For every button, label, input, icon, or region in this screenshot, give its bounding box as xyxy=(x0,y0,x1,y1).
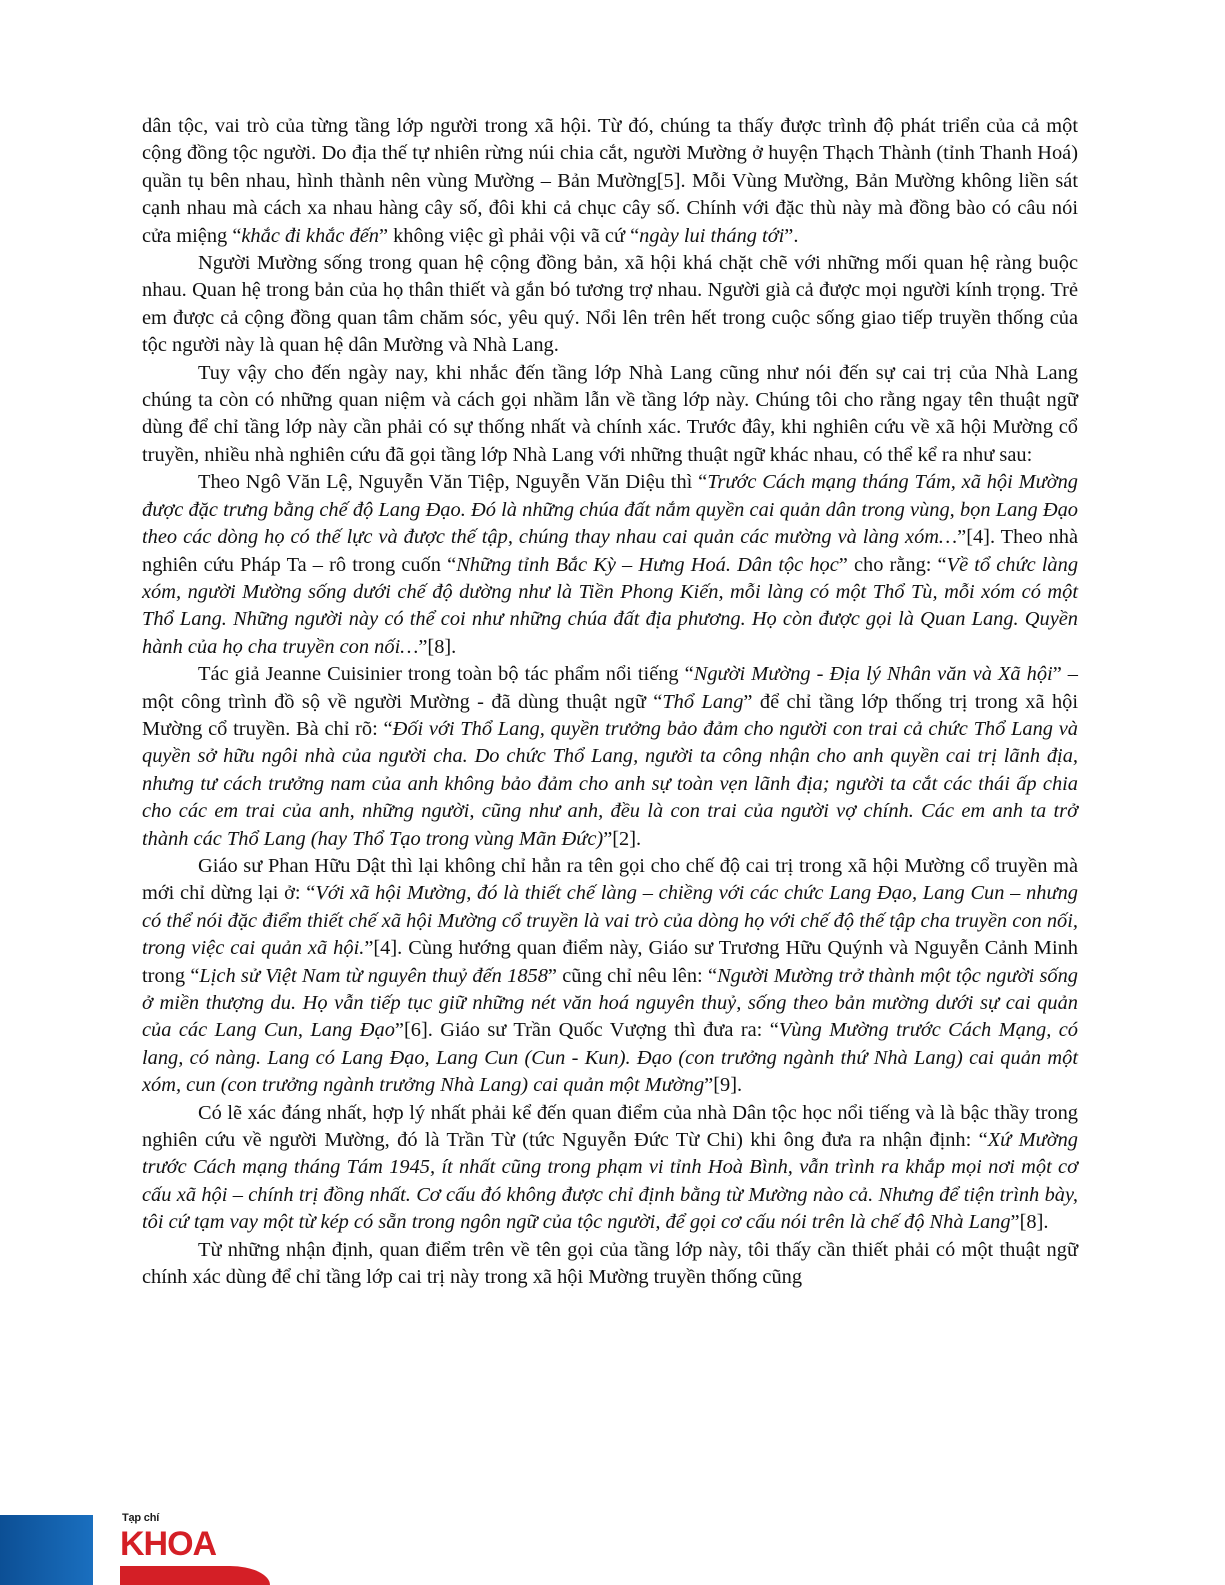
italic-quote: Trước Cách mạng tháng Tám, xã hội Mường được đặc trưng bằng chế độ Lang Đạo. Đó là những chúa đất nắm quyền cai quản dân trong vùng, bọn Lang Đạo theo các dòng họ có thế lực và được thế tập, chúng thay nhau cai quản các mường và làng xóm… xyxy=(142,471,1078,549)
text-run: ” cho rằng: “ xyxy=(838,553,947,576)
paragraph-7 xyxy=(142,1100,1078,1237)
journal-logo xyxy=(120,1512,280,1585)
text-run: ” cũng chỉ nêu lên: “ xyxy=(547,964,718,987)
text-run: ”[8]. xyxy=(418,635,457,658)
paragraph-4 xyxy=(142,469,1078,661)
text-run: ”[6]. Giáo sư Trần Quốc Vượng thì đưa ra: “ xyxy=(394,1019,779,1042)
italic-quote: khắc đi khắc đến xyxy=(241,224,379,247)
text-run: Từ những nhận định, quan điểm trên về tên gọi của tầng lớp này, tôi thấy cần thiết phải có một thuật ngữ chính xác dùng để chỉ tầng lớp cai trị này trong xã hội Mường truyền thống cũng xyxy=(142,1238,1078,1289)
footer-color-bar xyxy=(0,1515,93,1585)
text-run: ” không việc gì phải vội vã cứ “ xyxy=(378,224,640,247)
italic-quote: Thổ Lang xyxy=(662,690,744,713)
italic-quote: Về tổ chức làng xóm, người Mường sống dưới chế độ dường như là Tiền Phong Kiến, mỗi làng có một Thổ Tù, mỗi xóm có một Thổ Lang. Những người này có thể coi như những chúa đất địa phương. Họ còn được gọi là Quan Lang. Quyền hành của họ cha truyền con nối… xyxy=(142,553,1079,658)
text-run: Người Mường sống trong quan hệ cộng đồng bản, xã hội khá chặt chẽ với những mối quan hệ ràng buộc nhau. Quan hệ trong bản của họ thân thiết và gắn bó tương trợ nhau. Người già cả được mọi người kính trọng. Trẻ em được cả cộng đồng quan tâm chăm sóc, yêu quý. Nổi lên trên hết trong cuộc sống giao tiếp truyền thống của tộc người này là quan hệ dân Mường và Nhà Lang. xyxy=(142,252,1078,357)
italic-quote: Người Mường - Địa lý Nhân văn và Xã hội xyxy=(693,663,1053,686)
paragraph-2 xyxy=(142,250,1078,360)
paragraph-6 xyxy=(142,853,1078,1100)
text-run: Giáo sư Phan Hữu Dật thì lại không chỉ hẳn ra tên gọi cho chế độ cai trị trong xã hội Mường cổ truyền mà mới chỉ dừng lại ở: “ xyxy=(142,854,1078,905)
italic-quote: Lịch sử Việt Nam từ nguyên thuỷ đến 1858 xyxy=(199,964,548,987)
italic-quote: Vùng Mường trước Cách Mạng, có lang, có nàng. Lang có Lang Đạo, Lang Cun (Cun - Kun). Đạo (con trưởng ngành thứ Nhà Lang) cai quản một xóm, cun (con trưởng ngành trưởng Nhà Lang) cai quản một Mường xyxy=(142,1019,1078,1097)
italic-quote: Những tỉnh Bắc Kỳ – Hưng Hoá. Dân tộc học xyxy=(456,553,839,576)
text-run: Tác giả Jeanne Cuisinier trong toàn bộ tác phẩm nổi tiếng “ xyxy=(198,663,694,686)
text-run: ”. xyxy=(784,224,799,247)
text-run: ”[2]. xyxy=(603,827,642,850)
text-run: Có lẽ xác đáng nhất, hợp lý nhất phải kể đến quan điểm của nhà Dân tộc học nổi tiếng và là bậc thầy trong nghiên cứu về người Mường, đó là Trần Từ (tức Nguyễn Đức Từ Chi) khi ông đưa ra nhận định: “ xyxy=(142,1101,1078,1152)
text-run: ” để chỉ tầng lớp thống trị trong xã hội Mường cổ truyền. Bà chỉ rõ: “ xyxy=(142,690,1079,740)
paragraph-5 xyxy=(142,661,1078,853)
logo-swoosh-icon xyxy=(120,1566,270,1585)
italic-quote: Đối với Thổ Lang, quyền trưởng bảo đảm cho người con trai cả chức Thổ Lang và quyền sở hữu ngôi nhà của người cha. Do chức Thổ Lang, người ta công nhận cho anh quyền cai trị lãnh địa, nhưng tư cách trưởng nam của anh không bảo đảm cho anh sự toàn vẹn lãnh địa; người ta cắt các thái ấp chia cho các em trai của anh, những người, cũng như anh, đều là con trai của người vợ chính. Các em anh ta trở thành các Thổ Lang (hay Thổ Tạo trong vùng Mãn Đức) xyxy=(142,717,1078,850)
article-body xyxy=(142,113,1078,1291)
text-run: ”[4]. Theo nhà nghiên cứu Pháp Ta – rô trong cuốn “ xyxy=(142,526,1078,576)
text-run: Theo Ngô Văn Lệ, Nguyễn Văn Tiệp, Nguyễn Văn Diệu thì “ xyxy=(198,471,708,494)
text-run: ”[4]. Cùng hướng quan điểm này, Giáo sư Trương Hữu Quýnh và Nguyễn Cảnh Minh trong “ xyxy=(142,937,1078,987)
logo-small-text: Tạp chí xyxy=(122,1512,160,1524)
italic-quote: Người Mường trở thành một tộc người sống ở miền thượng du. Họ vẫn tiếp tục giữ những nét văn hoá nguyên thuỷ, sống theo bản mường dưới sự cai quản của các Lang Cun, Lang Đạo xyxy=(142,964,1078,1042)
paragraph-8 xyxy=(142,1237,1078,1292)
text-run: ”[9]. xyxy=(704,1074,743,1097)
italic-quote: Với xã hội Mường, đó là thiết chế làng – chiềng với các chức Lang Đạo, Lang Cun – nhưng có thể nói đặc điểm thiết chế xã hội Mường cổ truyền là vai trò của dòng họ với chế độ thế tập cha truyền con nối, trong việc cai quản xã hội. xyxy=(142,882,1078,960)
italic-quote: ngày lui tháng tới xyxy=(639,224,785,247)
paragraph-3 xyxy=(142,360,1078,470)
italic-quote: Xứ Mường trước Cách mạng tháng Tám 1945, ít nhất cũng trong phạm vi tỉnh Hoà Bình, vẫn trình ra khắp mọi nơi một cơ cấu xã hội – chính trị đồng nhất. Cơ cấu đó không được chỉ định bằng từ Mường nào cả. Nhưng để tiện trình bày, tôi cứ tạm vay một từ kép có sẵn trong ngôn ngữ của tộc người, để gọi cơ cấu nói trên là chế độ Nhà Lang xyxy=(142,1129,1078,1234)
text-run: dân tộc, vai trò của từng tầng lớp người trong xã hội. Từ đó, chúng ta thấy được trình độ phát triển của cả một cộng đồng tộc người. Do địa thế tự nhiên rừng núi chia cắt, người Mường ở huyện Thạch Thành (tỉnh Thanh Hoá) quần tụ bên nhau, hình thành nên vùng Mường – Bản Mường[5]. Mỗi Vùng Mường, Bản Mường không liền sát cạnh nhau mà cách xa nhau hàng cây số, đôi khi cả chục cây số. Chính với đặc thù này mà đồng bào có câu nói cửa miệng “ xyxy=(142,115,1078,247)
paragraph-1 xyxy=(142,113,1078,250)
text-run: ”[8]. xyxy=(1010,1211,1049,1234)
text-run: ” – một công trình đồ sộ về người Mường - đã dùng thuật ngữ “ xyxy=(142,663,1078,713)
text-run: Tuy vậy cho đến ngày nay, khi nhắc đến tầng lớp Nhà Lang cũng như nói đến sự cai trị của Nhà Lang chúng ta còn có những quan niệm và cách gọi nhầm lẫn về tầng lớp này. Chúng tôi cho rằng ngay tên thuật ngữ dùng để chỉ tầng lớp này cần phải có sự thống nhất và chính xác. Trước đây, khi nghiên cứu về xã hội Mường cổ truyền, nhiều nhà nghiên cứu đã gọi tầng lớp Nhà Lang với những thuật ngữ khác nhau, có thể kể ra như sau: xyxy=(142,361,1078,466)
logo-main-text: KHOA xyxy=(120,1525,217,1563)
